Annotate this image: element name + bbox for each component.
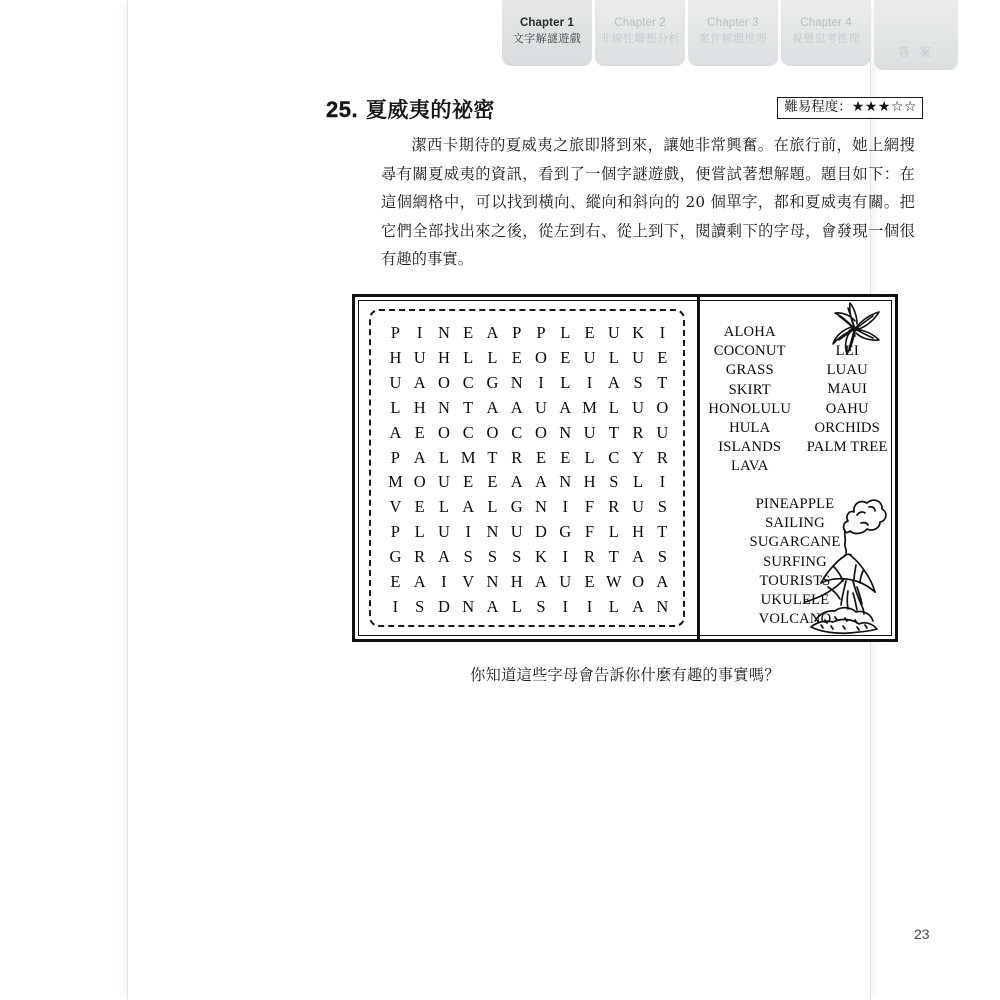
letter-cell: U (632, 397, 645, 417)
letter-cell: R (414, 547, 426, 567)
letter-cell: S (657, 497, 668, 517)
letter-cell: H (583, 472, 596, 492)
letter-cell: L (463, 347, 474, 367)
word-list-item: ALOHA (723, 324, 776, 340)
letter-cell: L (438, 447, 450, 467)
book-page-sheet (128, 0, 934, 1000)
letter-cell: S (512, 547, 522, 567)
letter-cell: T (608, 547, 620, 567)
letter-cell: P (390, 323, 401, 342)
letter-cell: P (536, 323, 546, 342)
word-list-item: VOLCANO (758, 611, 832, 628)
word-list-item: LUAU (826, 362, 868, 379)
letter-cell: O (437, 372, 451, 392)
difficulty-label: 難易程度： (784, 99, 852, 115)
letter-cell: Y (632, 447, 645, 467)
letter-cell: A (462, 497, 475, 517)
letter-grid-row (385, 323, 673, 343)
letter-cell: I (659, 323, 666, 342)
letter-grid (385, 323, 673, 617)
word-list-block-2 (700, 495, 890, 629)
letter-cell: E (584, 572, 595, 592)
word-list-item: PINEAPPLE (755, 496, 835, 512)
letter-cell: S (633, 372, 643, 392)
word-list-item: GRASS (725, 362, 774, 379)
word-list-item: LAVA (730, 458, 769, 475)
chapter-tab-3[interactable] (688, 0, 778, 66)
letter-cell: I (586, 596, 593, 616)
letter-cell: O (486, 422, 499, 442)
letter-cell: T (487, 447, 498, 467)
letter-cell: A (486, 323, 499, 342)
letter-cell: I (659, 472, 666, 492)
letter-cell: L (487, 347, 498, 367)
letter-cell: V (389, 497, 402, 517)
word-list-item: SURFING (763, 553, 827, 570)
chapter-tab-5[interactable] (874, 0, 958, 70)
puzzle-box (352, 294, 898, 642)
letter-grid-row (385, 597, 673, 617)
letter-cell: A (437, 547, 451, 567)
letter-cell: T (657, 372, 668, 392)
letter-cell: L (608, 347, 620, 367)
chapter-tab-bar (502, 0, 958, 70)
letter-cell: E (414, 497, 425, 517)
letter-cell: O (437, 422, 451, 442)
letter-cell: E (560, 447, 571, 467)
letter-cell: S (463, 547, 473, 567)
page-title (326, 94, 495, 124)
letter-cell: L (608, 596, 620, 616)
letter-cell: L (438, 497, 450, 517)
letter-cell: C (462, 372, 474, 392)
puzzle-header (326, 94, 926, 126)
letter-cell: N (656, 596, 669, 616)
letter-cell: K (632, 323, 645, 342)
letter-cell: O (656, 397, 669, 417)
letter-cell: N (486, 522, 499, 542)
letter-cell: I (562, 596, 569, 616)
letter-cell: I (465, 522, 472, 542)
letter-cell: U (437, 472, 451, 492)
letter-cell: U (437, 522, 451, 542)
letter-cell: H (389, 347, 402, 367)
word-list-item: SAILING (765, 515, 825, 532)
letter-cell: T (608, 422, 620, 442)
page-number: 23 (914, 926, 930, 942)
letter-cell: H (413, 397, 426, 417)
letter-cell: A (535, 472, 548, 492)
letter-cell: R (511, 447, 523, 467)
letter-cell: R (656, 447, 669, 467)
letter-grid-row (385, 472, 673, 492)
letter-cell: A (413, 372, 426, 392)
letter-cell: S (415, 596, 425, 616)
letter-grid-row (385, 373, 673, 393)
letter-cell: E (657, 347, 668, 367)
letter-cell: N (559, 422, 572, 442)
letter-cell: U (656, 422, 669, 442)
letter-grid-pane (355, 297, 697, 639)
letter-cell: U (632, 497, 645, 517)
letter-cell: U (607, 323, 620, 342)
letter-cell: C (511, 422, 523, 442)
letter-cell: K (535, 547, 548, 567)
letter-cell: I (441, 572, 447, 592)
letter-cell: V (462, 572, 475, 592)
chapter-tab-2[interactable] (595, 0, 685, 66)
letter-cell: N (510, 372, 523, 392)
word-list-block-1 (700, 323, 895, 477)
letter-cell: D (535, 522, 548, 542)
letter-cell: M (460, 447, 476, 467)
letter-cell: S (487, 547, 498, 567)
letter-grid-row (385, 547, 673, 567)
letter-cell: A (607, 372, 620, 392)
letter-grid-row (385, 522, 673, 542)
word-list-pane (700, 297, 895, 639)
puzzle-title-text: 夏威夷的祕密 (365, 98, 495, 122)
letter-cell: A (486, 596, 499, 616)
letter-cell: H (510, 572, 523, 592)
chapter-tab-2-label-zh: 非線性聯想分析 (600, 31, 680, 45)
letter-cell: O (535, 422, 548, 442)
letter-cell: A (413, 447, 426, 467)
word-list-item: HULA (729, 420, 771, 437)
letter-cell: I (562, 547, 569, 567)
letter-cell: A (486, 397, 499, 417)
letter-cell: S (657, 547, 668, 567)
letter-cell: P (390, 447, 401, 467)
letter-grid-row (385, 398, 673, 418)
letter-cell: E (487, 472, 498, 492)
letter-grid-row (385, 448, 673, 468)
letter-cell: C (608, 447, 620, 467)
letter-cell: L (511, 596, 522, 616)
letter-cell: U (632, 347, 645, 367)
letter-cell: U (510, 522, 523, 542)
letter-cell: A (389, 422, 402, 442)
letter-cell: M (388, 472, 403, 492)
word-list-item: SKIRT (728, 381, 771, 398)
letter-cell: O (413, 472, 426, 492)
letter-cell: L (633, 472, 644, 492)
letter-cell: U (583, 347, 596, 367)
letter-cell: E (390, 572, 401, 592)
word-list-item: ORCHIDS (814, 419, 880, 436)
letter-cell: N (462, 596, 475, 616)
word-list-item: PALM TREE (806, 439, 888, 456)
letter-cell: G (559, 522, 572, 542)
letter-cell: G (389, 547, 402, 567)
chapter-tab-1-label-zh: 文字解謎遊戲 (512, 31, 582, 45)
chapter-tab-1-label-en: Chapter 1 (520, 16, 574, 29)
word-list-column-left (700, 323, 799, 477)
letter-cell: A (413, 572, 426, 592)
letter-cell: L (608, 397, 620, 417)
letter-cell: U (413, 347, 426, 367)
letter-cell: E (463, 472, 474, 492)
chapter-tab-4-label-zh: 視覺思考推理 (791, 31, 861, 45)
word-list-item: ISLANDS (718, 439, 782, 456)
letter-cell: W (606, 572, 622, 592)
letter-cell: U (535, 397, 548, 417)
letter-cell: A (632, 547, 645, 567)
letter-cell: U (583, 422, 596, 442)
word-list-item: LEI (835, 343, 859, 359)
word-list-item: COCONUT (713, 343, 786, 360)
letter-cell: A (656, 572, 669, 592)
word-list-item: TOURISTS (759, 572, 831, 589)
letter-cell: H (437, 347, 451, 367)
letter-cell: N (437, 323, 451, 342)
difficulty-stars: ★★★☆☆ (851, 99, 917, 115)
letter-cell: G (486, 372, 499, 392)
letter-cell: E (535, 447, 547, 467)
chapter-tab-1[interactable] (502, 0, 592, 66)
letter-cell: L (390, 397, 401, 417)
letter-cell: T (657, 522, 668, 542)
letter-cell: L (560, 372, 571, 392)
letter-grid-row (385, 348, 673, 368)
letter-cell: E (560, 347, 571, 367)
letter-cell: E (414, 422, 425, 442)
letter-cell: U (559, 572, 572, 592)
word-list-item: MAUI (827, 381, 868, 398)
chapter-tab-5-label-zh: 答 案 (898, 45, 934, 59)
letter-cell: L (560, 323, 571, 342)
word-list-item: SUGARCANE (749, 534, 841, 551)
letter-grid-row (385, 497, 673, 517)
letter-cell: N (559, 472, 572, 492)
puzzle-number: 25. (326, 97, 359, 122)
letter-cell: N (535, 497, 548, 517)
word-list-item: UKULELE (760, 592, 830, 609)
letter-cell: A (535, 572, 548, 592)
letter-cell: A (632, 596, 645, 616)
letter-cell: R (632, 422, 644, 442)
letter-cell: N (437, 397, 451, 417)
letter-cell: E (463, 323, 474, 342)
letter-cell: L (608, 522, 620, 542)
letter-grid-row (385, 572, 673, 592)
chapter-tab-3-label-zh: 案件解題推理 (698, 31, 768, 45)
body-paragraph: 潔西卡期待的夏威夷之旅即將到來，讓她非常興奮。在旅行前，她上網搜尋有關夏威夷的資訊，看到了一個字謎遊戲，便嘗試著想解題。題目如下：在這個網格中，可以找到橫向、縱向和斜向的 20 個單字，都和夏威夷有關。把它們全部找出來之後，從左到右、從上到下，閱讀剩下的字母，會發現一個很有趣的事實。 (381, 136, 915, 268)
letter-cell: E (584, 323, 595, 342)
letter-cell: R (608, 497, 620, 517)
letter-grid-row (385, 423, 673, 443)
letter-cell: D (437, 596, 451, 616)
difficulty-badge (777, 97, 923, 119)
letter-cell: I (538, 372, 544, 392)
letter-cell: N (486, 572, 499, 592)
letter-cell: I (562, 497, 569, 517)
letter-cell: L (414, 522, 425, 542)
letter-cell: M (582, 397, 598, 417)
letter-cell: I (392, 596, 399, 616)
letter-cell: A (559, 397, 572, 417)
letter-cell: H (632, 522, 645, 542)
letter-cell: T (463, 397, 474, 417)
letter-cell: A (510, 472, 523, 492)
letter-cell: A (510, 397, 523, 417)
letter-cell: F (584, 522, 595, 542)
letter-cell: S (609, 472, 619, 492)
letter-cell: R (584, 547, 596, 567)
word-list-item: OAHU (825, 400, 869, 417)
chapter-tab-4[interactable] (781, 0, 871, 66)
chapter-tab-3-label-en: Chapter 3 (707, 16, 759, 29)
left-gutter (0, 0, 128, 1000)
letter-cell: U (389, 372, 402, 392)
chapter-tab-4-label-en: Chapter 4 (800, 16, 852, 29)
letter-cell: F (584, 497, 595, 517)
letter-cell: G (510, 497, 523, 517)
letter-cell: S (536, 596, 546, 616)
letter-cell: O (632, 572, 645, 592)
word-list-column-right (799, 323, 895, 477)
letter-cell: P (512, 323, 522, 342)
letter-cell: C (462, 422, 474, 442)
letter-cell: L (487, 497, 498, 517)
letter-cell: P (390, 522, 401, 542)
letter-cell: E (511, 347, 522, 367)
puzzle-caption: 你知道這些字母會告訴你什麼有趣的事實嗎？ (470, 666, 780, 684)
letter-cell: O (535, 347, 548, 367)
word-list-item: HONOLULU (708, 400, 792, 417)
letter-cell: L (584, 447, 595, 467)
chapter-tab-2-label-en: Chapter 2 (614, 16, 666, 29)
letter-cell: I (586, 372, 593, 392)
letter-cell: I (416, 323, 423, 342)
